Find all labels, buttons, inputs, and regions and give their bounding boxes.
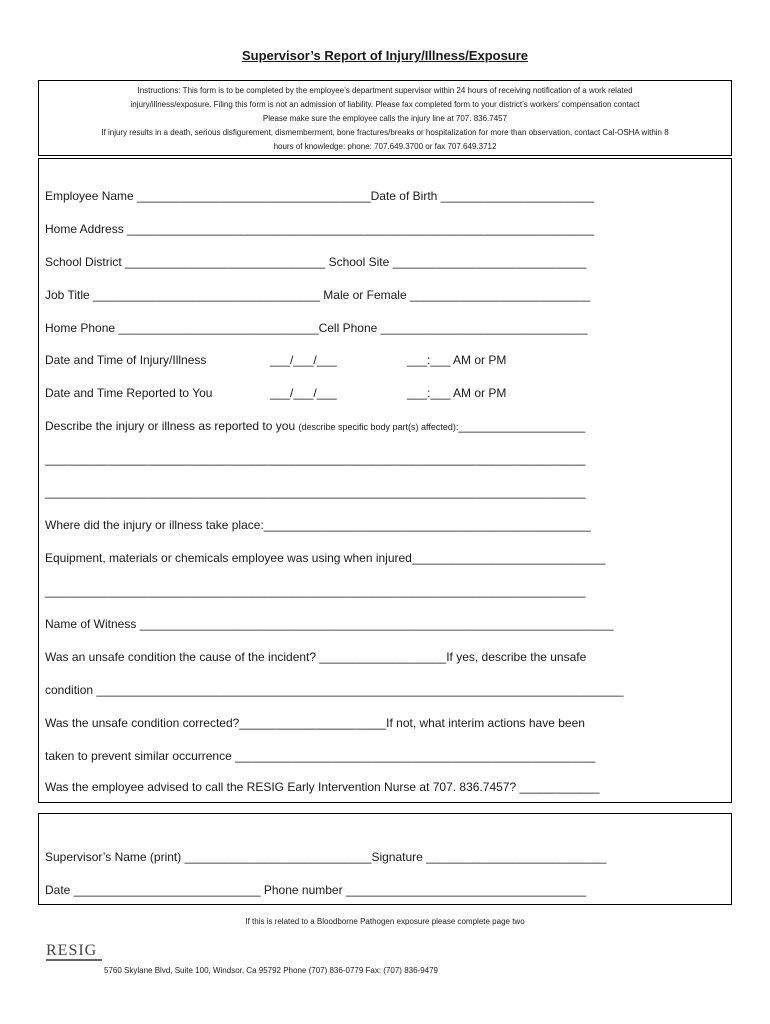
logo-underline bbox=[46, 959, 102, 961]
date-reported-label: Date and Time Reported to You bbox=[45, 386, 213, 400]
condition-field[interactable]: condition _______________________________________________________________________________ bbox=[45, 683, 624, 697]
job-title-field[interactable]: Job Title __________________________________ Male or Female ___________________________ bbox=[45, 288, 591, 302]
describe-small-label: (describe specific body part(s) affected): bbox=[298, 422, 459, 432]
home-phone-field[interactable]: Home Phone ______________________________Cell Phone _______________________________ bbox=[45, 321, 588, 335]
date-injury-date-field[interactable]: ___/___/___ bbox=[270, 353, 337, 367]
describe-line: ___________________ bbox=[458, 419, 586, 433]
describe-label: Describe the injury or illness as reported to you bbox=[45, 419, 299, 433]
instructions-line: Instructions: This form is to be completed by the employee’s department supervisor within 24 hours of receiving notification of a work related bbox=[137, 86, 633, 95]
where-field[interactable]: Where did the injury or illness take place:_________________________________________________ bbox=[45, 518, 591, 532]
instructions-box bbox=[38, 80, 732, 156]
instructions-line: hours of knowledge: phone: 707.649.3700 or fax 707.649.3712 bbox=[273, 142, 497, 151]
instructions-line: injury/illness/exposure. Filing this form is not an admission of liability. Please fax completed form to your district’s workers’ compensation contact bbox=[130, 100, 640, 109]
equipment-field[interactable]: Equipment, materials or chemicals employee was using when injured_____________________________ bbox=[45, 551, 606, 565]
form-title: Supervisor’s Report of Injury/Illness/Exposure bbox=[241, 48, 529, 63]
taken-field[interactable]: taken to prevent similar occurrence ______________________________________________________ bbox=[45, 749, 596, 763]
corrected-field[interactable]: Was the unsafe condition corrected?______________________If not, what interim actions have been bbox=[45, 716, 585, 730]
school-district-field[interactable]: School District ______________________________ School Site _____________________________ bbox=[45, 255, 587, 269]
supervisor-name-field[interactable]: Supervisor’s Name (print) ____________________________Signature ___________________________ bbox=[45, 850, 607, 864]
blank-line[interactable]: _________________________________________________________________________________ bbox=[45, 584, 586, 598]
unsafe-cause-field[interactable]: Was an unsafe condition the cause of the incident? ___________________If yes, describe the unsafe bbox=[45, 650, 587, 664]
date-injury-label: Date and Time of Injury/Illness bbox=[45, 353, 207, 367]
instructions-line: If injury results in a death, serious disfigurement, dismemberment, bone fractures/breaks or hospitalization for more than observation, contact Cal-OSHA within 8 bbox=[101, 128, 669, 137]
date-reported-date-field[interactable]: ___/___/___ bbox=[270, 386, 337, 400]
blank-line[interactable]: _________________________________________________________________________________ bbox=[45, 452, 586, 466]
blank-line[interactable]: _________________________________________________________________________________ bbox=[45, 485, 586, 499]
bloodborne-footnote: If this is related to a Bloodborne Pathogen exposure please complete page two bbox=[245, 917, 525, 926]
home-address-field[interactable]: Home Address ______________________________________________________________________ bbox=[45, 222, 595, 236]
witness-field[interactable]: Name of Witness _______________________________________________________________________ bbox=[45, 617, 614, 631]
date-injury-time-field[interactable]: ___:___ AM or PM bbox=[407, 353, 507, 367]
instructions-line: Please make sure the employee calls the injury line at 707. 836.7457 bbox=[262, 114, 508, 123]
resig-logo: RESIG bbox=[46, 942, 98, 959]
employee-name-field[interactable]: Employee Name ___________________________________Date of Birth _______________________ bbox=[45, 189, 595, 203]
footer-address: 5760 Skylane Blvd, Suite 100, Windsor, Ca 95792 Phone (707) 836-0779 Fax: (707) 836-9479 bbox=[104, 966, 438, 975]
date-reported-time-field[interactable]: ___:___ AM or PM bbox=[407, 386, 507, 400]
describe-injury-field[interactable] bbox=[45, 419, 585, 434]
advised-field[interactable]: Was the employee advised to call the RESIG Early Intervention Nurse at 707. 836.7457? ____________ bbox=[45, 780, 600, 794]
date-phone-field[interactable]: Date ____________________________ Phone number ____________________________________ bbox=[45, 883, 587, 897]
